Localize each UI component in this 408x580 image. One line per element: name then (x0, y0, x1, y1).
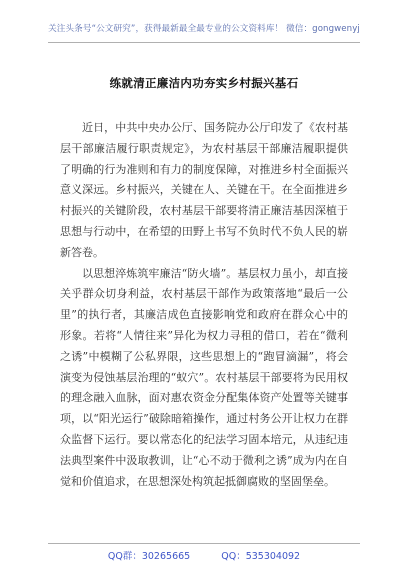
document-title: 练就清正廉洁内功夯实乡村振兴基石 (109, 76, 299, 90)
header-divider (48, 42, 360, 43)
footer-divider (48, 543, 360, 544)
header-note: 关注头条号“公文研究”，获得最新最全最专业的公文资料库！ 微信：gongwenyj (48, 24, 360, 34)
paragraph: 近日，中共中央办公厅、国务院办公厅印发了《农村基层干部廉洁履行职责规定》，为农村基层干部廉洁履职提供了明确的行为准则和有力的制度保障，对推进乡村全面振兴意义深远。乡村振兴，关键在人、关键在干。在全面推进乡村振兴的关键阶段，农村基层干部要将清正廉洁基因深植于思想与行动中，在希望的田野上书写不负时代不负人民的崭新答卷。 (60, 121, 348, 259)
footer-qq: QQ：535304092 (221, 551, 301, 562)
footer (0, 548, 408, 562)
footer-qq-group: QQ群：30265665 (107, 551, 191, 562)
document-body (60, 118, 348, 492)
paragraph: 以思想淬炼筑牢廉洁“防火墙”。基层权力虽小，却直接关乎群众切身利益，农村基层干部作为政策落地“最后一公里”的执行者，其廉洁成色直接影响党和政府在群众心中的形象。若将“人情往来”异化为权力寻租的借口，若在“微利之诱”中模糊了公私界限，这些思想上的“跑冒滴漏”，将会演变为侵蚀基层治理的“蚁穴”。农村基层干部要将为民用权的理念融入血脉，面对惠农资金分配集体资产处置等关键事项，以“阳光运行”破除暗箱操作，通过村务公开让权力在群众监督下运行。要以常态化的纪法学习固本培元，从违纪违法典型案件中汲取教训，让“心不动于微利之诱”成为内在自觉和价值追求，在思想深处构筑起抵御腐败的坚固堡垒。 (60, 266, 348, 488)
